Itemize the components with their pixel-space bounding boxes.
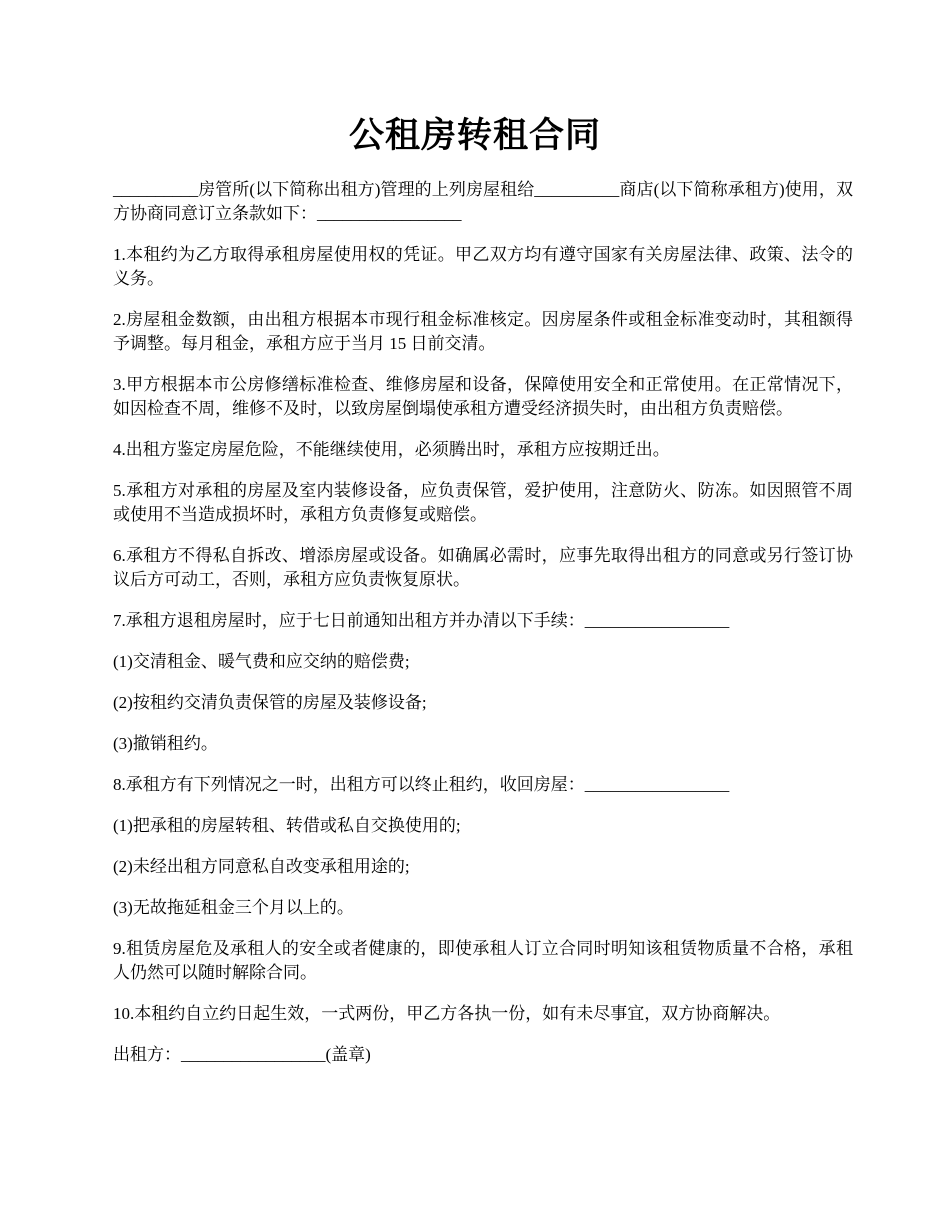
clause-7-item-2: (2)按租约交清负责保管的房屋及装修设备; [113, 693, 427, 712]
clause-2: 2.房屋租金数额，由出租方根据本市现行租金标准核定。因房屋条件或租金标准变动时，其租额得予调整。每月租金，承租方应于当月 15 日前交清。 [113, 310, 853, 353]
clause-7-item-1: (1)交清租金、暖气费和应交纳的赔偿费; [113, 652, 410, 671]
clause-8-item-2: (2)未经出租方同意私自改变承租用途的; [113, 857, 410, 876]
clause-8-item-1: (1)把承租的房屋转租、转借或私自交换使用的; [113, 816, 461, 835]
clause-8: 8.承租方有下列情况之一时，出租方可以终止租约，收回房屋：_________________ [113, 775, 730, 794]
document-title: 公租房转租合同 [348, 116, 601, 155]
clause-9: 9.租赁房屋危及承租人的安全或者健康的，即使承租人订立合同时明知该租赁物质量不合格，承租人仍然可以随时解除合同。 [113, 939, 853, 982]
signature-line: 出租方：_________________(盖章) [113, 1045, 371, 1064]
clause-10: 10.本租约自立约日起生效，一式两份，甲乙方各执一份，如有未尽事宜，双方协商解决。 [113, 1004, 781, 1023]
clause-5: 5.承租方对承租的房屋及室内装修设备，应负责保管，爱护使用，注意防火、防冻。如因照管不周或使用不当造成损坏时，承租方负责修复或赔偿。 [113, 481, 853, 524]
clause-7: 7.承租方退租房屋时，应于七日前通知出租方并办清以下手续：_________________ [113, 611, 730, 630]
document-body [113, 178, 853, 1084]
clause-3: 3.甲方根据本市公房修缮标准检查、维修房屋和设备，保障使用安全和正常使用。在正常情况下，如因检查不周，维修不及时，以致房屋倒塌使承租方遭受经济损失时，由出租方负责赔偿。 [113, 375, 853, 418]
clause-4: 4.出租方鉴定房屋危险，不能继续使用，必须腾出时，承租方应按期迁出。 [113, 440, 670, 459]
clause-8-item-3: (3)无故拖延租金三个月以上的。 [113, 898, 354, 917]
intro-paragraph: __________房管所(以下简称出租方)管理的上列房屋租给__________商店(以下简称承租方)使用，双方协商同意订立条款如下：_________________ [113, 180, 853, 223]
clause-6: 6.承租方不得私自拆改、增添房屋或设备。如确属必需时，应事先取得出租方的同意或另行签订协议后方可动工，否则，承租方应负责恢复原状。 [113, 546, 853, 589]
clause-1: 1.本租约为乙方取得承租房屋使用权的凭证。甲乙双方均有遵守国家有关房屋法律、政策、法令的义务。 [113, 245, 853, 288]
clause-7-item-3: (3)撤销租约。 [113, 734, 218, 753]
